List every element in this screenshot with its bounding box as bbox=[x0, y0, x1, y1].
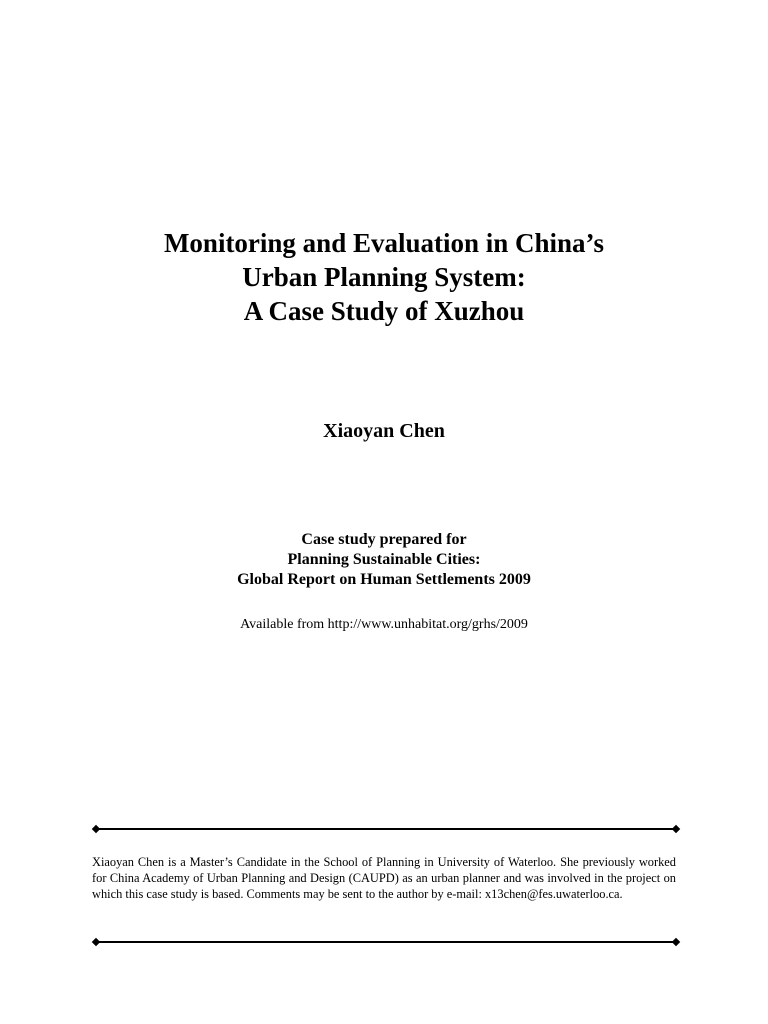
prepared-line-3: Global Report on Human Settlements 2009 bbox=[237, 571, 531, 588]
title-line-2: Urban Planning System: bbox=[242, 262, 526, 292]
prepared-line-2: Planning Sustainable Cities: bbox=[287, 551, 481, 568]
prepared-line-1: Case study prepared for bbox=[301, 531, 467, 548]
author-name: Xiaoyan Chen bbox=[323, 420, 445, 442]
bottom-divider bbox=[96, 941, 676, 943]
availability-note: Available from http://www.unhabitat.org/grhs/2009 bbox=[240, 617, 528, 632]
title-line-3: A Case Study of Xuzhou bbox=[243, 296, 525, 326]
document-title bbox=[60, 226, 708, 328]
prepared-for-block bbox=[60, 530, 708, 590]
author-bio: Xiaoyan Chen is a Master’s Candidate in the School of Planning in University of Waterloo. She previously worked for China Academy of Urban Planning and Design (CAUPD) as an urban planner and was involved in the project on which this case study is based. Comments may be sent to the author by e-mail: x13chen@fes.uwaterloo.ca. bbox=[92, 855, 676, 901]
top-divider bbox=[96, 828, 676, 830]
title-line-1: Monitoring and Evaluation in China’s bbox=[163, 228, 605, 258]
